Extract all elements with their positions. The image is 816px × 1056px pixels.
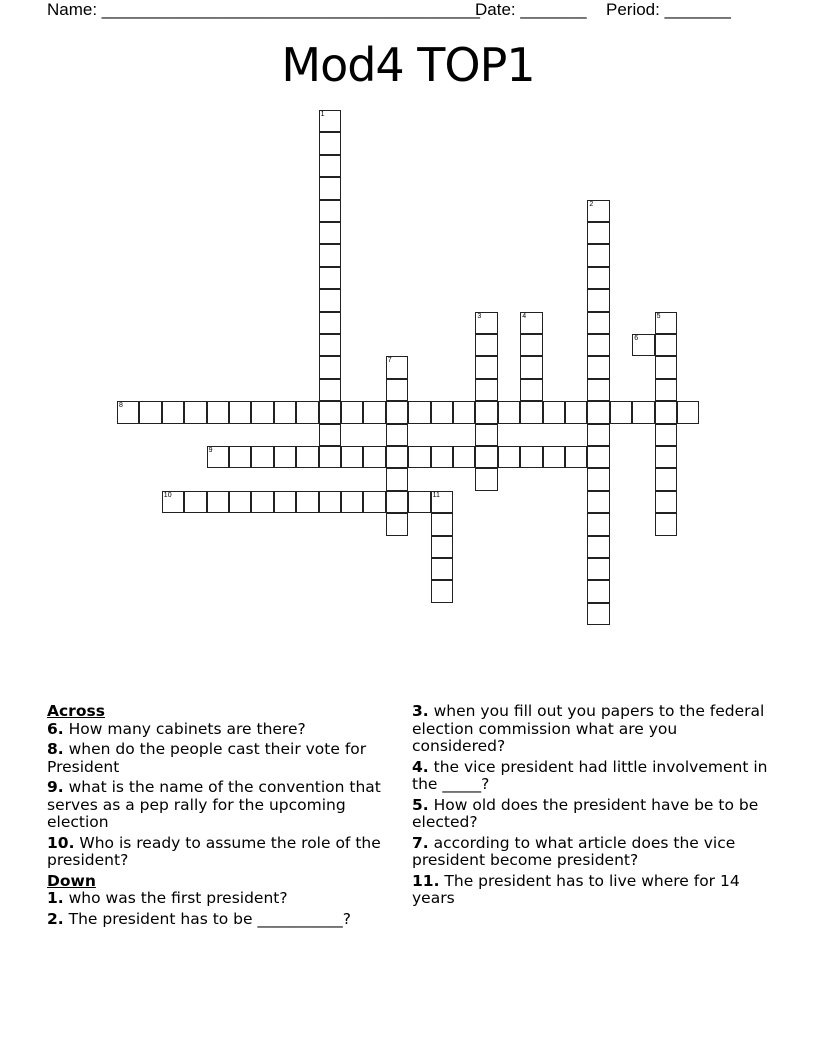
clue-text: Who is ready to assume the role of the president?	[47, 833, 381, 869]
clue-number: 7	[387, 357, 392, 365]
grid-cell[interactable]	[587, 356, 609, 378]
grid-cell[interactable]	[587, 446, 609, 468]
grid-cell[interactable]	[274, 491, 296, 513]
grid-cell[interactable]	[587, 580, 609, 602]
grid-cell[interactable]	[677, 401, 699, 423]
grid-cell[interactable]	[408, 491, 430, 513]
grid-cell[interactable]	[520, 312, 542, 334]
grid-cell[interactable]	[319, 222, 341, 244]
grid-cell[interactable]	[587, 424, 609, 446]
grid-cell[interactable]	[229, 401, 251, 423]
grid-cell[interactable]	[475, 334, 497, 356]
clue-number: 2	[589, 200, 594, 208]
clue-number: 2.	[47, 909, 64, 928]
grid-cell[interactable]	[655, 401, 677, 423]
clue-number: 3.	[412, 702, 429, 720]
grid-cell[interactable]	[408, 401, 430, 423]
grid-cell[interactable]	[520, 334, 542, 356]
grid-cell[interactable]	[520, 446, 542, 468]
grid-cell[interactable]	[251, 491, 273, 513]
grid-cell[interactable]	[274, 446, 296, 468]
period-field: Period: _______	[606, 0, 731, 19]
grid-cell[interactable]	[386, 513, 408, 535]
grid-cell[interactable]	[431, 491, 453, 513]
across-heading: Across	[47, 702, 105, 720]
clue-text: The president has to be ___________?	[68, 909, 351, 928]
down-heading: Down	[47, 871, 96, 890]
grid-cell[interactable]	[386, 468, 408, 490]
clue-number: 9.	[47, 778, 64, 796]
grid-cell[interactable]	[386, 401, 408, 423]
grid-cell[interactable]	[655, 446, 677, 468]
grid-cell[interactable]	[139, 401, 161, 423]
grid-cell[interactable]	[251, 446, 273, 468]
clue-text: the vice president had little involvement in the _____?	[412, 757, 768, 793]
grid-cell[interactable]	[319, 200, 341, 222]
down-clue	[412, 835, 772, 870]
clue-number: 6	[634, 335, 639, 342]
page-title: Mod4 TOP1	[281, 38, 535, 92]
grid-cell[interactable]	[498, 446, 520, 468]
grid-cell[interactable]	[655, 424, 677, 446]
grid-cell[interactable]	[296, 401, 318, 423]
down-clue	[412, 759, 772, 794]
grid-cell[interactable]	[386, 446, 408, 468]
clue-number: 7.	[412, 833, 429, 852]
grid-cell[interactable]	[632, 401, 654, 423]
name-field: Name: ________________________________________	[47, 0, 480, 19]
grid-cell[interactable]	[319, 379, 341, 401]
grid-cell[interactable]	[543, 446, 565, 468]
grid-cell[interactable]	[431, 558, 453, 580]
clue-number: 1	[320, 111, 325, 118]
clue-text: according to what article does the vice president become president?	[412, 833, 736, 869]
grid-cell[interactable]	[431, 446, 453, 468]
grid-cell[interactable]	[319, 177, 341, 199]
clue-number: 6.	[47, 719, 64, 738]
grid-cell[interactable]	[319, 334, 341, 356]
clue-text: what is the name of the convention that serves as a pep rally for the upcoming election	[47, 778, 381, 831]
grid-cell[interactable]	[475, 424, 497, 446]
across-clue	[47, 741, 392, 776]
grid-cell[interactable]	[453, 401, 475, 423]
grid-cell[interactable]	[587, 222, 609, 244]
grid-cell[interactable]	[587, 513, 609, 535]
grid-cell[interactable]	[319, 424, 341, 446]
grid-cell[interactable]	[655, 513, 677, 535]
clue-number: 11.	[412, 871, 440, 890]
grid-cell[interactable]	[565, 446, 587, 468]
grid-cell[interactable]	[655, 334, 677, 356]
down-clue	[412, 797, 772, 832]
grid-cell[interactable]	[319, 491, 341, 513]
down-clue	[47, 911, 392, 929]
grid-cell[interactable]	[184, 401, 206, 423]
grid-cell[interactable]	[319, 356, 341, 378]
clues-right-column	[412, 703, 772, 911]
grid-cell[interactable]	[587, 468, 609, 490]
grid-cell[interactable]	[475, 401, 497, 423]
across-clue	[47, 835, 392, 870]
across-clue	[47, 779, 392, 832]
grid-cell[interactable]	[363, 491, 385, 513]
clue-number: 5	[656, 312, 661, 320]
grid-cell[interactable]	[587, 200, 609, 222]
down-clue	[47, 890, 392, 908]
grid-cell[interactable]	[296, 491, 318, 513]
clue-number: 3	[477, 312, 482, 320]
clue-number: 9	[208, 447, 213, 454]
clue-number: 5.	[412, 795, 429, 814]
clue-text: How old does the president have be to be elected?	[412, 795, 759, 831]
grid-cell[interactable]	[475, 446, 497, 468]
grid-cell[interactable]	[520, 356, 542, 378]
grid-cell[interactable]	[520, 401, 542, 423]
grid-cell[interactable]	[319, 289, 341, 311]
grid-cell[interactable]	[475, 379, 497, 401]
grid-cell[interactable]	[655, 379, 677, 401]
grid-cell[interactable]	[341, 491, 363, 513]
grid-cell[interactable]	[319, 267, 341, 289]
clue-number: 10	[163, 491, 172, 499]
grid-cell[interactable]	[587, 491, 609, 513]
grid-cell[interactable]	[655, 491, 677, 513]
grid-cell[interactable]	[363, 401, 385, 423]
grid-cell[interactable]	[475, 468, 497, 490]
grid-cell[interactable]	[117, 401, 139, 423]
down-clue	[412, 703, 772, 756]
grid-cell[interactable]	[386, 379, 408, 401]
grid-cell[interactable]	[251, 401, 273, 423]
grid-cell[interactable]	[184, 491, 206, 513]
grid-cell[interactable]	[386, 491, 408, 513]
clue-text: who was the first president?	[68, 889, 288, 907]
grid-cell[interactable]	[363, 446, 385, 468]
grid-cell[interactable]	[431, 580, 453, 602]
clues-left-column	[47, 703, 392, 931]
grid-cell[interactable]	[162, 491, 184, 513]
grid-cell[interactable]	[162, 401, 184, 423]
across-clue	[47, 721, 392, 739]
grid-cell[interactable]	[319, 132, 341, 154]
grid-cell[interactable]	[475, 356, 497, 378]
grid-cell[interactable]	[587, 334, 609, 356]
date-field: Date: _______	[475, 0, 587, 19]
grid-cell[interactable]	[341, 401, 363, 423]
grid-cell[interactable]	[296, 446, 318, 468]
grid-cell[interactable]	[386, 424, 408, 446]
grid-cell[interactable]	[229, 446, 251, 468]
grid-cell[interactable]	[655, 312, 677, 334]
grid-cell[interactable]	[319, 446, 341, 468]
grid-cell[interactable]	[543, 401, 565, 423]
clue-number: 4	[522, 312, 527, 320]
grid-cell[interactable]	[207, 491, 229, 513]
grid-cell[interactable]	[319, 244, 341, 266]
grid-cell[interactable]	[610, 401, 632, 423]
grid-cell[interactable]	[408, 446, 430, 468]
grid-cell[interactable]	[207, 446, 229, 468]
grid-cell[interactable]	[386, 356, 408, 378]
grid-cell[interactable]	[274, 401, 296, 423]
grid-cell[interactable]	[498, 401, 520, 423]
down-clue	[412, 873, 772, 908]
grid-cell[interactable]	[431, 513, 453, 535]
grid-cell[interactable]	[431, 536, 453, 558]
grid-cell[interactable]	[341, 446, 363, 468]
clue-number: 4.	[412, 757, 429, 776]
grid-cell[interactable]	[587, 603, 609, 625]
grid-cell[interactable]	[587, 401, 609, 423]
grid-cell[interactable]	[632, 334, 654, 356]
grid-cell[interactable]	[587, 379, 609, 401]
grid-cell[interactable]	[587, 312, 609, 334]
grid-cell[interactable]	[587, 267, 609, 289]
grid-cell[interactable]	[587, 558, 609, 580]
clue-text: The president has to live where for 14 years	[412, 871, 740, 907]
grid-cell[interactable]	[587, 289, 609, 311]
clue-number: 8.	[47, 740, 64, 758]
grid-cell[interactable]	[319, 155, 341, 177]
grid-cell[interactable]	[431, 401, 453, 423]
grid-cell[interactable]	[655, 356, 677, 378]
grid-cell[interactable]	[655, 468, 677, 490]
grid-cell[interactable]	[475, 312, 497, 334]
grid-cell[interactable]	[319, 401, 341, 423]
grid-cell[interactable]	[453, 446, 475, 468]
grid-cell[interactable]	[319, 110, 341, 132]
grid-cell[interactable]	[229, 491, 251, 513]
grid-cell[interactable]	[587, 244, 609, 266]
clue-text: when you fill out you papers to the federal election commission what are you considered?	[412, 702, 765, 755]
clue-number: 10.	[47, 833, 75, 852]
grid-cell[interactable]	[520, 379, 542, 401]
grid-cell[interactable]	[587, 536, 609, 558]
clue-number: 1.	[47, 889, 64, 907]
clue-number: 11	[432, 491, 440, 499]
grid-cell[interactable]	[565, 401, 587, 423]
clue-text: when do the people cast their vote for President	[47, 740, 367, 776]
clue-text: How many cabinets are there?	[68, 719, 306, 738]
grid-cell[interactable]	[319, 312, 341, 334]
clue-number: 8	[119, 402, 123, 410]
grid-cell[interactable]	[207, 401, 229, 423]
